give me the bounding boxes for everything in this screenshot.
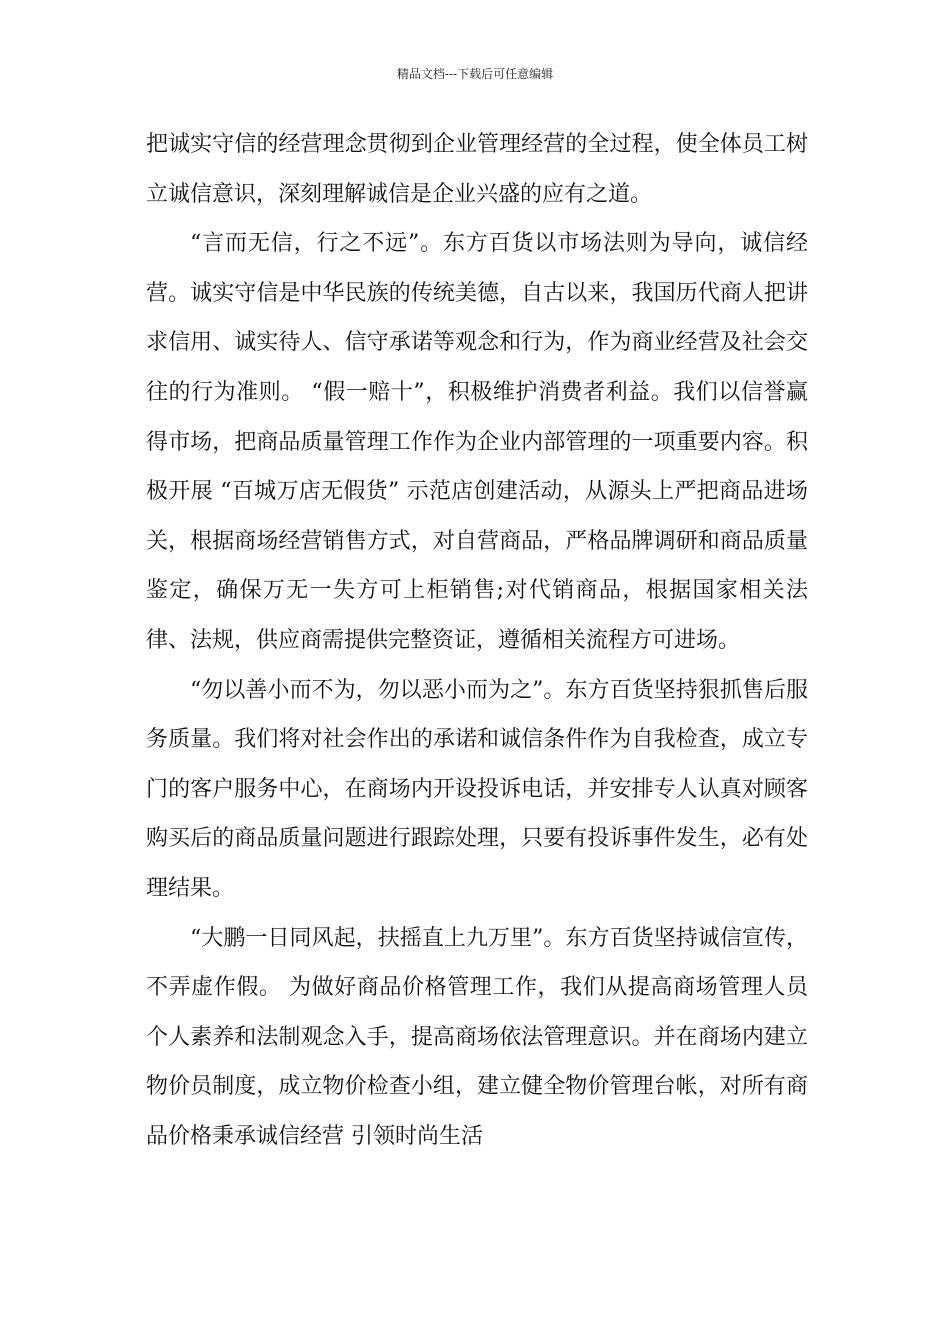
document-body	[146, 120, 808, 1161]
page-header: 精品文档---下载后可任意编辑	[396, 67, 554, 81]
paragraph-4: “大鹏一日同风起，扶摇直上九万里”。东方百货坚持诚信宣传，不弄虚作假。 为做好商品价格管理工作，我们从提高商场管理人员个人素养和法制观念入手，提高商场依法管理意识。并在商场内建立物价员制度，成立物价检查小组，建立健全物价管理台帐，对所有商品价格秉承诚信经营 引领时尚生活	[146, 925, 808, 1149]
paragraph-3: “勿以善小而不为，勿以恶小而为之”。东方百货坚持狠抓售后服务质量。我们将对社会作出的承诺和诚信条件作为自我检查，成立专门的客户服务中心，在商场内开设投诉电话，并安排专人认真对顾客购买后的商品质量问题进行跟踪处理，只要有投诉事件发生，必有处理结果。	[146, 677, 808, 901]
paragraph-2: “言而无信，行之不远”。东方百货以市场法则为导向，诚信经营。诚实守信是中华民族的传统美德，自古以来，我国历代商人把讲求信用、诚实待人、信守承诺等观念和行为，作为商业经营及社会交往的行为准则。 “假一赔十”，积极维护消费者利益。我们以信誉赢得市场，把商品质量管理工作作为企业内部管理的一项重要内容。积极开展 “百城万店无假货” 示范店创建活动，从源头上严把商品进场关，根据商场经营销售方式，对自营商品，严格品牌调研和商品质量鉴定，确保万无一失方可上柜销售;对代销商品，根据国家相关法律、法规，供应商需提供完整资证，遵循相关流程方可进场。	[146, 231, 808, 653]
paragraph-1: 把诚实守信的经营理念贯彻到企业管理经营的全过程，使全体员工树立诚信意识，深刻理解诚信是企业兴盛的应有之道。	[146, 132, 808, 207]
